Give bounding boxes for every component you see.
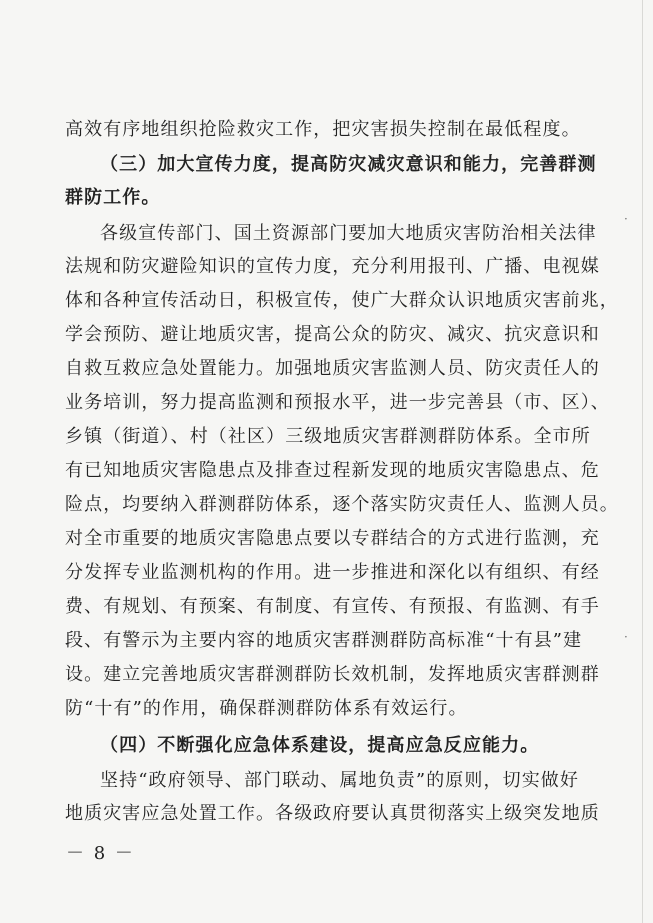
- paragraph-line: 段、有警示为主要内容的地质灾害群测群防高标准“十有县”建: [65, 630, 583, 651]
- paragraph-line: 对全市重要的地质灾害隐患点要以专群结合的方式进行监测，充: [65, 528, 600, 549]
- paragraph-line: 有已知地质灾害隐患点及排查过程新发现的地质灾害隐患点、危: [65, 460, 600, 481]
- paragraph-line: 体和各种宣传活动日，积极宣传，使广大群众认识地质灾害前兆，: [65, 290, 619, 311]
- paragraph-line: 设。建立完善地质灾害群测群防长效机制，发挥地质灾害群测群: [65, 664, 600, 685]
- paragraph-line: 分发挥专业监测机构的作用。进一步推进和深化以有组织、有经: [65, 562, 600, 583]
- paragraph-line: 地质灾害应急处置工作。各级政府要认真贯彻落实上级突发地质: [65, 803, 600, 824]
- paragraph-line: 坚持“政府领导、部门联动、属地负责”的原则，切实做好: [100, 770, 580, 791]
- section-heading-3-cont: 群防工作。: [65, 187, 161, 208]
- paragraph-line: 高效有序地组织抢险救灾工作，把灾害损失控制在最低程度。: [65, 119, 581, 140]
- paragraph-line: 自救互救应急处置能力。加强地质灾害监测人员、防灾责任人的: [65, 358, 600, 379]
- paragraph-line: 防“十有”的作用，确保群测群防体系有效运行。: [65, 698, 468, 719]
- paragraph-line: 各级宣传部门、国土资源部门要加大地质灾害防治相关法律: [100, 223, 597, 244]
- paragraph-line: 险点，均要纳入群测群防体系，逐个落实防灾责任人、监测人员。: [65, 494, 619, 515]
- paragraph-line: 学会预防、避让地质灾害，提高公众的防灾、减灾、抗灾意识和: [65, 324, 600, 345]
- page-edge: [642, 0, 643, 923]
- paragraph-line: 法规和防灾避险知识的宣传力度，充分利用报刊、广播、电视媒: [65, 256, 600, 277]
- section-heading-4: （四）不断强化应急体系建设，提高应急反应能力。: [100, 735, 540, 756]
- paragraph-line: 费、有规划、有预案、有制度、有宣传、有预报、有监测、有手: [65, 596, 600, 617]
- paragraph-line: 乡镇（街道）、村（社区）三级地质灾害群测群防体系。全市所: [65, 426, 591, 447]
- scan-speck: ·: [624, 212, 628, 226]
- paragraph-line: 业务培训，努力提高监测和预报水平，进一步完善县（市、区）、: [65, 392, 610, 413]
- section-heading-3: （三）加大宣传力度，提高防灾减灾意识和能力，完善群测: [100, 154, 597, 175]
- scan-speck: ·: [624, 630, 628, 644]
- page-number: － 8 －: [66, 843, 135, 864]
